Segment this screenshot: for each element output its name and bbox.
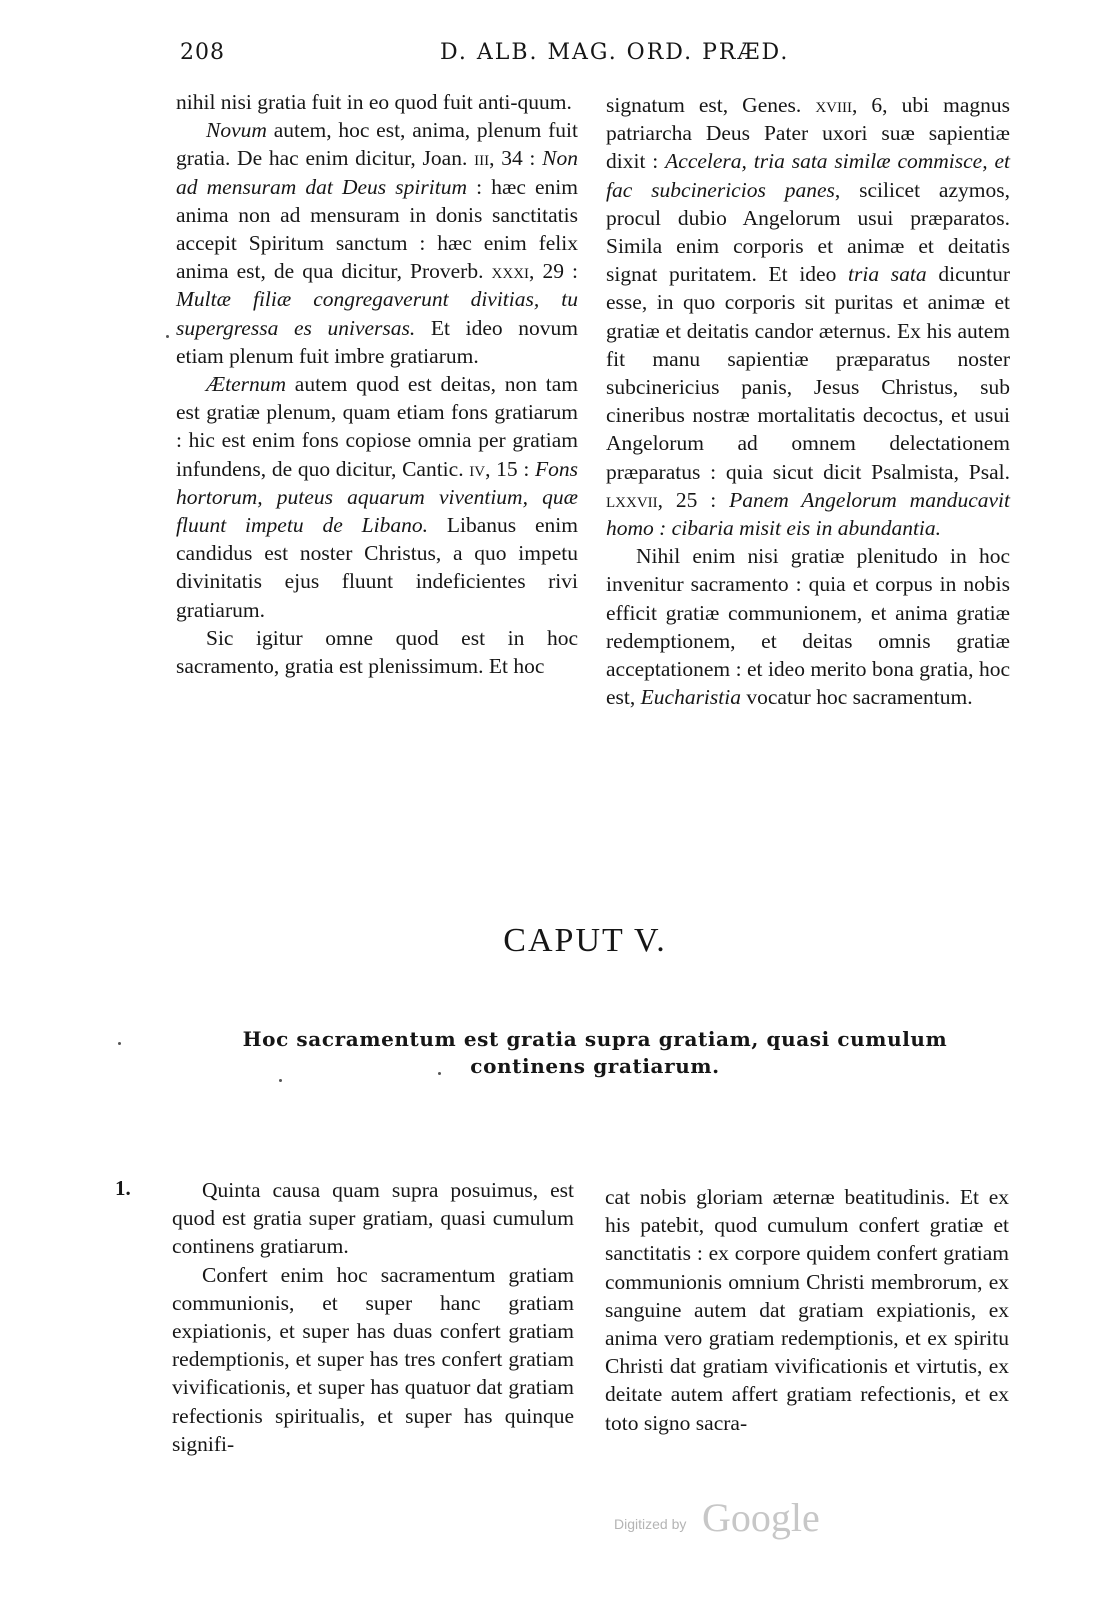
text-run: Quinta causa quam supra posuimus, est quod est gratia super gratiam, quasi cumulum continens gratiarum. <box>172 1178 574 1259</box>
italic-text: Non ad mensuram dat Deus spiritum <box>176 146 578 199</box>
paragraph <box>606 542 1010 711</box>
digitized-by-watermark <box>614 1494 854 1544</box>
paragraph <box>176 624 578 680</box>
text-run: nihil nisi gratia fuit in eo quod fuit anti-quum. <box>176 90 572 114</box>
text-run: signatum est, Genes. <box>606 93 816 117</box>
google-logo: Google <box>702 1495 820 1540</box>
chapter-subtitle: Hoc sacramentum est gratia supra gratiam, quasi cumulum continens gratiarum. <box>242 1027 948 1078</box>
ink-speck <box>438 1072 441 1075</box>
ink-speck <box>118 1042 121 1045</box>
text-run: , 34 : <box>489 146 543 171</box>
text-run: , scilicet azymos, procul dubio Angelorum usui præparatos. Simila enim corporis et animæ et deitatis signat puritatem. Et ideo <box>606 177 1010 287</box>
text-run: Et ideo novum etiam plenum fuit imbre gratiarum. <box>176 315 578 368</box>
text-run: lxxvii <box>606 487 658 512</box>
section-number: 1. <box>115 1176 131 1200</box>
text-run: dicuntur esse, in quo corporis sit puritas et animæ et gratiæ et deitatis candor æternus. Ex his autem fit manu sapientiæ præparatus noster subcinericius panis, Jesus Christus, sub cineribus nostræ mortalitatis decoctus, et usui Angelorum ad omnem delectationem præparatus : quia sicut dicit Psalmista, Psal. <box>606 262 1011 484</box>
text-run: , 25 : <box>657 487 730 512</box>
paragraph <box>176 116 578 370</box>
top-left-column <box>176 88 578 680</box>
text-run: Sic igitur omne quod est in hoc sacramento, gratia est plenissimum. Et hoc <box>176 625 578 679</box>
text-run: , 15 : <box>485 456 535 481</box>
paragraph <box>172 1261 574 1458</box>
paragraph <box>176 370 578 624</box>
italic-text: Novum <box>206 118 267 143</box>
ink-speck <box>279 1079 282 1082</box>
top-right-column <box>606 91 1010 711</box>
ink-speck <box>166 335 169 338</box>
running-head <box>0 40 1094 80</box>
chapter-title: CAPUT V. <box>503 922 667 959</box>
text-run: cat nobis gloriam æternæ beatitudinis. Et ex his patebit, quod cumulum confert gratiæ et sanctitatis : ex corpore quidem confert gratiam communionis omnium Christi membrorum, ex sanguine autem dat gratiam expiationis, ex anima vero gratiam redemptionis, et ex spiritu Christi dat gratiam vivificationis et virtutis, ex deitate autem affert gratiam refectionis, et ex toto signo sacra- <box>605 1185 1009 1435</box>
paragraph <box>605 1183 1009 1437</box>
italic-text: Fons hortorum, puteus aquarum viventium, quæ fluunt impetu de Libano. <box>176 456 578 538</box>
text-run: Confert enim hoc sacramentum gratiam communionis, et super hanc gratiam expiationis, et super has duas confert gratiam redemptionis, et super has tres confert gratiam vivificationis, et super has quatuor dat gratiam refectionis spiritualis, et super has quinque signifi- <box>172 1262 574 1456</box>
text-run: : hæc enim anima non ad mensuram in donis sanctitatis accepit Spiritum sanctum : hæc enim felix anima est, de qua dicitur, Proverb. <box>176 174 578 284</box>
italic-text: Panem Angelorum manducavit homo : cibaria misit eis in abundantia. <box>606 487 1010 541</box>
text-run: xviii <box>815 93 852 117</box>
text-run: Nihil enim nisi gratiæ plenitudo in hoc invenitur sacramento : quia et corpus in nobis efficit gratiæ communionem, et anima gratiæ redemptionem, et deitas omnis gratiæ acceptationem : et ideo merito bona gratia, hoc est, <box>606 544 1010 710</box>
italic-text: tria sata <box>848 262 927 287</box>
text-run: iv <box>469 456 486 481</box>
italic-text: Æternum <box>206 372 287 397</box>
text-run: xxxi <box>491 259 530 284</box>
text-run: autem, hoc est, anima, plenum fuit gratia. De hac enim dicitur, Joan. <box>176 118 578 171</box>
bottom-left-column <box>172 1176 574 1458</box>
text-run: , 29 : <box>529 259 578 284</box>
italic-text: Accelera, tria sata similæ commisce, et fac subcinericios panes <box>606 149 1010 202</box>
text-run: Libanus enim candidus est noster Christus, a quo impetu divinitatis ejus fluunt indeficientes rivi gratiarum. <box>176 513 578 622</box>
bottom-right-column <box>605 1183 1009 1437</box>
text-run: , 6, ubi magnus patriarcha Deus Pater uxori suæ sapientiæ dixit : <box>606 93 1010 174</box>
text-run: iii <box>474 146 490 171</box>
text-run: vocatur hoc sacramentum. <box>740 685 973 710</box>
digitized-by-text: Digitized by <box>614 1516 687 1532</box>
text-run: autem quod est deitas, non tam est gratiæ plenum, quam etiam fons gratiarum : hic est enim fons copiose omnia per gratiam infundens, de quo dicitur, Cantic. <box>176 372 578 481</box>
paragraph <box>176 88 578 116</box>
paragraph <box>172 1176 574 1261</box>
running-head-title: D. ALB. MAG. ORD. PRÆD. <box>440 40 790 65</box>
italic-text: Multæ filiæ congregaverunt divitias, tu supergressa es universas. <box>176 287 578 340</box>
page-number: 208 <box>180 40 225 65</box>
italic-text: Eucharistia <box>640 685 741 710</box>
paragraph <box>606 91 1010 542</box>
